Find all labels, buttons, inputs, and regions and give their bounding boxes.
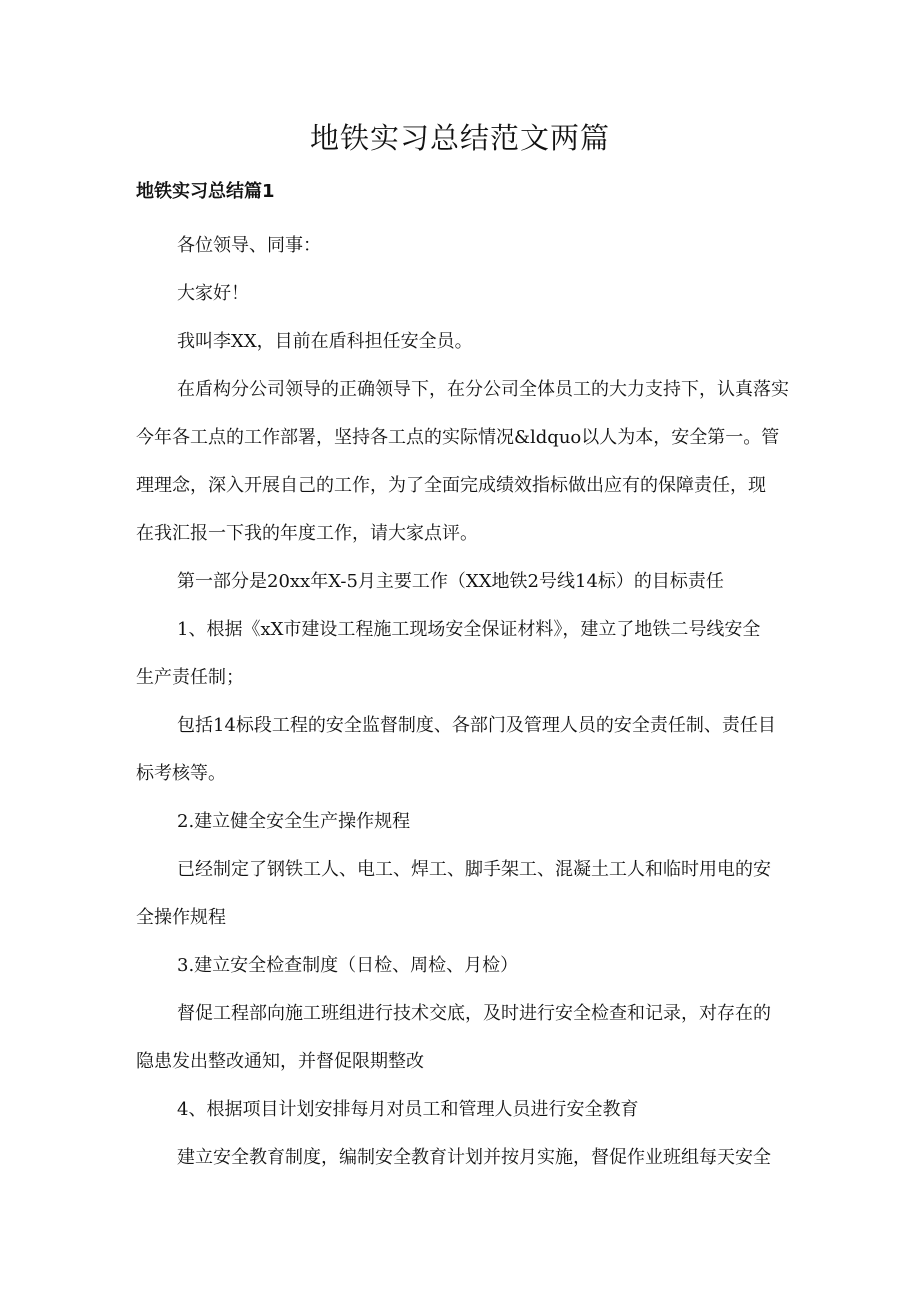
text-line: 3.建立安全检查制度（日检、周检、月检） xyxy=(177,955,519,976)
paragraph-item-2-detail xyxy=(136,846,796,942)
text-line: 大家好！ xyxy=(177,283,249,304)
text-line: 隐患发出整改通知，并督促限期整改 xyxy=(136,1051,424,1072)
text-line: 标考核等。 xyxy=(136,763,226,784)
paragraph-item-1-detail xyxy=(136,702,796,798)
text-line: 各位领导、同事： xyxy=(177,235,321,256)
paragraph-item-4 xyxy=(136,1086,796,1134)
paragraph-overview xyxy=(136,366,796,558)
paragraph-item-3 xyxy=(136,942,796,990)
text-line: 全操作规程 xyxy=(136,907,226,928)
paragraph-item-4-detail xyxy=(136,1134,796,1182)
paragraph-item-2 xyxy=(136,798,796,846)
paragraph-hello xyxy=(136,270,796,318)
paragraph-item-1 xyxy=(136,606,796,702)
text-line: 包括14标段工程的安全监督制度、各部门及管理人员的安全责任制、责任目 xyxy=(177,715,776,736)
text-line: 已经制定了钢铁工人、电工、焊工、脚手架工、混凝土工人和临时用电的安 xyxy=(177,859,771,880)
text-line: 在盾构分公司领导的正确领导下，在分公司全体员工的大力支持下，认真落实 xyxy=(177,379,789,400)
text-line: 建立安全教育制度，编制安全教育计划并按月实施，督促作业班组每天安全 xyxy=(177,1147,771,1168)
text-line: 2.建立健全安全生产操作规程 xyxy=(177,811,411,832)
text-line: 我叫李XX，目前在盾科担任安全员。 xyxy=(177,331,473,352)
text-line: 督促工程部向施工班组进行技术交底，及时进行安全检查和记录，对存在的 xyxy=(177,1003,771,1024)
text-line: 4、根据项目计划安排每月对员工和管理人员进行安全教育 xyxy=(177,1099,639,1120)
text-line: 第一部分是20xx年X-5月主要工作（XX地铁2号线14标）的目标责任 xyxy=(177,571,724,592)
section-heading: 地铁实习总结篇1 xyxy=(136,181,275,202)
paragraph-part-one xyxy=(136,558,796,606)
text-line: 1、根据《xX市建设工程施工现场安全保证材料》，建立了地铁二号线安全 xyxy=(177,619,761,640)
text-line: 今年各工点的工作部署，坚持各工点的实际情况&ldquo以人为本，安全第一。管 xyxy=(136,427,780,448)
text-line: 生产责任制； xyxy=(136,667,244,688)
text-line: 在我汇报一下我的年度工作，请大家点评。 xyxy=(136,523,478,544)
paragraph-introduction xyxy=(136,318,796,366)
document-title: 地铁实习总结范文两篇 xyxy=(309,121,610,155)
text-line: 理理念，深入开展自己的工作，为了全面完成绩效指标做出应有的保障责任，现 xyxy=(136,475,766,496)
paragraph-item-3-detail xyxy=(136,990,796,1086)
paragraph-greeting xyxy=(136,222,796,270)
